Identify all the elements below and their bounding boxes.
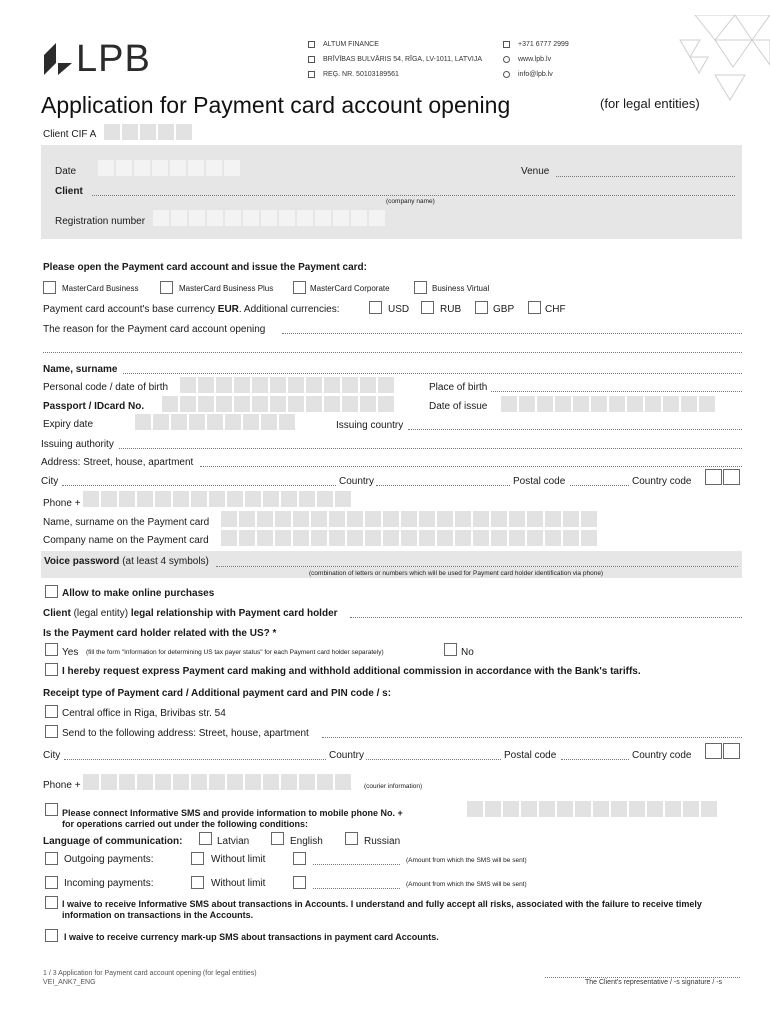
currency-gbp-checkbox[interactable] [475, 301, 488, 314]
page-subtitle: (for legal entities) [600, 96, 700, 111]
currency-gbp-label: GBP [493, 304, 515, 315]
location-icon [308, 56, 315, 63]
outgoing-amount-input[interactable] [313, 864, 400, 865]
lpb-logo-icon [42, 41, 74, 77]
currency-usd-checkbox[interactable] [369, 301, 382, 314]
incoming-amount-input[interactable] [313, 888, 400, 889]
card-business-plus-label: MasterCard Business Plus [179, 284, 274, 293]
receipt-country-code-input-1[interactable] [705, 743, 722, 759]
lang-russian-label: Russian [364, 836, 401, 847]
card-corporate-label: MasterCard Corporate [310, 284, 390, 293]
waive-sms-label: I waive to receive Informative SMS about transactions in Accounts. I understand and fully accept all risks, associated with the failure to receive timely information on transactions in the Accounts. [62, 899, 702, 920]
send-address-label: Send to the following address: Street, house, apartment [62, 728, 309, 739]
receipt-country-label: Country [329, 750, 365, 761]
company-on-card-label: Company name on the Payment card [43, 535, 209, 546]
sms-phone-input[interactable] [467, 801, 717, 817]
currency-text: Payment card account's base currency EUR. Additional currencies: [43, 304, 340, 315]
issuing-country-label: Issuing country [336, 420, 404, 431]
header-address: BRĪVĪBAS BULVĀRIS 54, RĪGA, LV-1011, LATVIJA [308, 56, 482, 63]
issuing-authority-input[interactable] [119, 448, 742, 449]
address-label: Address: Street, house, apartment [41, 457, 194, 468]
card-business-checkbox[interactable] [43, 281, 56, 294]
country-code-input-2[interactable] [723, 469, 740, 485]
outgoing-no-limit-label: Without limit [211, 854, 266, 865]
expiry-date-input[interactable] [135, 414, 295, 430]
card-business-plus-checkbox[interactable] [160, 281, 173, 294]
card-section-heading: Please open the Payment card account and issue the Payment card: [43, 262, 367, 273]
reason-input-2[interactable] [43, 352, 742, 353]
country-input[interactable] [376, 485, 510, 486]
sms-connect-label-2: for operations carried out under the following conditions: [62, 819, 309, 829]
phone-label: Phone + [43, 498, 81, 509]
city-label: City [41, 476, 59, 487]
outgoing-label: Outgoing payments: [64, 854, 154, 865]
relationship-label: Client (legal entity) legal relationship with Payment card holder [43, 608, 338, 619]
us-question: Is the Payment card holder related with the US? * [43, 628, 277, 639]
logo [42, 40, 151, 78]
client-cif-label: Client CIF A [43, 129, 97, 140]
issuing-authority-label: Issuing authority [41, 439, 114, 450]
reg-number-label: Registration number [55, 216, 146, 227]
incoming-amount-checkbox[interactable] [293, 876, 306, 889]
country-label: Country [339, 476, 375, 487]
mail-icon [503, 41, 510, 48]
at-icon [503, 71, 510, 78]
card-virtual-checkbox[interactable] [414, 281, 427, 294]
receipt-city-label: City [43, 750, 61, 761]
footer-doc-code: VEI_ANK7_ENG [43, 979, 96, 986]
currency-chf-checkbox[interactable] [528, 301, 541, 314]
place-of-birth-label: Place of birth [429, 382, 488, 393]
us-no-checkbox[interactable] [444, 643, 457, 656]
us-yes-checkbox[interactable] [45, 643, 58, 656]
us-yes-label: Yes [62, 647, 79, 658]
online-purchases-checkbox[interactable] [45, 585, 58, 598]
personal-code-input[interactable] [180, 377, 394, 393]
express-checkbox[interactable] [45, 663, 58, 676]
passport-label: Passport / IDcard No. [43, 401, 145, 412]
header-phone: +371 6777 2999 [503, 41, 569, 48]
receipt-country-input[interactable] [366, 759, 501, 760]
voice-password-note: (combination of letters or numbers which will be used for Payment card holder identification via phone) [309, 570, 604, 577]
outgoing-checkbox[interactable] [45, 852, 58, 865]
country-code-input-1[interactable] [705, 469, 722, 485]
relationship-input[interactable] [350, 617, 742, 618]
date-of-issue-input[interactable] [501, 396, 715, 412]
name-on-card-label: Name, surname on the Payment card [43, 517, 210, 528]
place-of-birth-input[interactable] [491, 391, 742, 392]
voice-password-input[interactable] [216, 566, 738, 567]
waive-sms-checkbox[interactable] [45, 896, 58, 909]
client-input[interactable] [92, 195, 735, 196]
header-web[interactable]: www.lpb.lv [503, 56, 551, 63]
lang-russian-checkbox[interactable] [345, 832, 358, 845]
decorative-triangles [660, 15, 770, 105]
send-address-checkbox[interactable] [45, 725, 58, 738]
central-office-checkbox[interactable] [45, 705, 58, 718]
receipt-phone-label: Phone + [43, 780, 81, 791]
lang-english-checkbox[interactable] [271, 832, 284, 845]
header-email[interactable]: info@lpb.lv [503, 71, 553, 78]
currency-rub-checkbox[interactable] [421, 301, 434, 314]
reason-input-1[interactable] [282, 333, 742, 334]
company-name-hint: (company name) [386, 198, 435, 205]
address-input[interactable] [200, 466, 742, 467]
phone-input[interactable] [83, 491, 351, 507]
expiry-date-label: Expiry date [43, 419, 94, 430]
date-input[interactable] [98, 160, 240, 176]
language-label: Language of communication: [43, 836, 183, 847]
waive-markup-label: I waive to receive currency mark-up SMS about transactions in payment card Accounts. [64, 932, 439, 942]
central-office-label: Central office in Riga, Brivibas str. 54 [62, 708, 226, 719]
client-cif-input[interactable] [104, 124, 192, 140]
date-of-issue-label: Date of issue [429, 401, 488, 412]
receipt-phone-input[interactable] [83, 774, 351, 790]
online-purchases-label: Allow to make online purchases [62, 588, 215, 599]
name-surname-label: Name, surname [43, 364, 118, 375]
name-surname-input[interactable] [123, 373, 742, 374]
header-company: ALTUM FINANCE [308, 41, 379, 48]
personal-code-label: Personal code / date of birth [43, 382, 169, 393]
outgoing-no-limit-checkbox[interactable] [191, 852, 204, 865]
company-on-card-input[interactable] [221, 530, 597, 546]
receipt-country-code-label: Country code [632, 750, 692, 761]
card-business-label: MasterCard Business [62, 284, 139, 293]
venue-input[interactable] [556, 176, 735, 177]
footer-page-info: 1 / 3 Application for Payment card account opening (for legal entities) [43, 970, 257, 977]
incoming-no-limit-checkbox[interactable] [191, 876, 204, 889]
currency-chf-label: CHF [545, 304, 566, 315]
logo-text: LPB [76, 38, 151, 80]
receipt-postal-label: Postal code [504, 750, 557, 761]
courier-note: (courier information) [364, 783, 423, 790]
venue-label: Venue [521, 166, 550, 177]
name-on-card-input[interactable] [221, 511, 597, 527]
globe-icon [503, 56, 510, 63]
header-reg: REĢ. NR. 50103189561 [308, 71, 399, 78]
currency-usd-label: USD [388, 304, 410, 315]
reg-number-input[interactable] [153, 210, 385, 226]
card-corporate-checkbox[interactable] [293, 281, 306, 294]
us-yes-note: (fill the form "Information for determining US tax payer status" for each Payment card holder separately) [86, 649, 384, 656]
outgoing-amount-note: (Amount from which the SMS will be sent) [406, 857, 527, 864]
footer-signature-label: The Client's representative / -s signature / -s [585, 979, 723, 986]
lang-latvian-label: Latvian [217, 836, 250, 847]
building-icon [308, 41, 315, 48]
incoming-amount-note: (Amount from which the SMS will be sent) [406, 881, 527, 888]
page-title: Application for Payment card account opening [41, 92, 511, 118]
issuing-country-input[interactable] [408, 429, 742, 430]
waive-markup-checkbox[interactable] [45, 929, 58, 942]
lang-english-label: English [290, 836, 323, 847]
sms-connect-checkbox[interactable] [45, 803, 58, 816]
incoming-no-limit-label: Without limit [211, 878, 266, 889]
us-no-label: No [461, 647, 474, 658]
postal-code-label: Postal code [513, 476, 566, 487]
receipt-country-code-input-2[interactable] [723, 743, 740, 759]
sms-connect-label-1: Please connect Informative SMS and provide information to mobile phone No. + [62, 808, 403, 818]
send-address-input[interactable] [322, 737, 742, 738]
lang-latvian-checkbox[interactable] [199, 832, 212, 845]
city-input[interactable] [62, 485, 336, 486]
reason-label: The reason for the Payment card account opening [43, 324, 266, 335]
voice-password-label: Voice password (at least 4 symbols) [44, 556, 209, 567]
incoming-checkbox[interactable] [45, 876, 58, 889]
receipt-postal-input[interactable] [561, 759, 629, 760]
signature-line[interactable] [545, 977, 740, 978]
incoming-label: Incoming payments: [64, 878, 154, 889]
country-code-label: Country code [632, 476, 692, 487]
currency-rub-label: RUB [440, 304, 462, 315]
passport-input[interactable] [162, 396, 394, 412]
date-label: Date [55, 166, 77, 177]
express-label: I hereby request express Payment card making and withhold additional commission in accordance with the Bank's tariffs. [62, 666, 641, 677]
document-icon [308, 71, 315, 78]
card-virtual-label: Business Virtual [432, 284, 490, 293]
outgoing-amount-checkbox[interactable] [293, 852, 306, 865]
postal-code-input[interactable] [570, 485, 629, 486]
receipt-city-input[interactable] [64, 759, 326, 760]
receipt-heading: Receipt type of Payment card / Additional payment card and PIN code / s: [43, 688, 392, 699]
client-label: Client [55, 186, 83, 197]
